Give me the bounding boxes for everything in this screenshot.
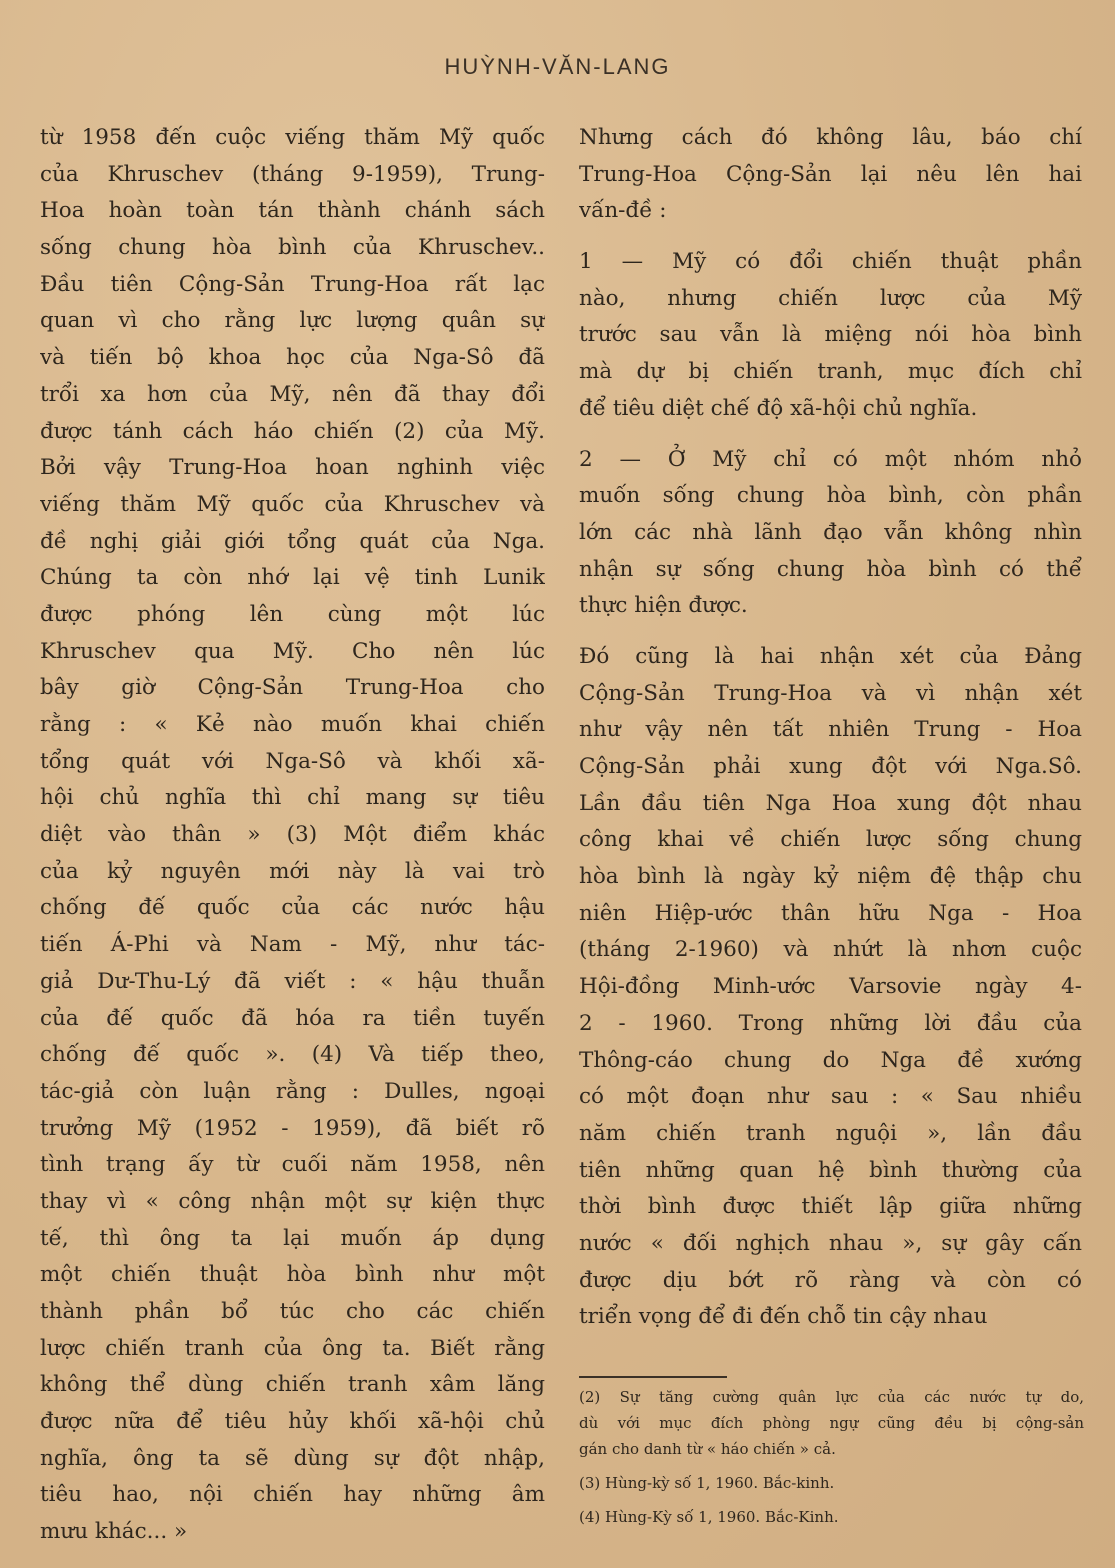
text-line: diệt vào thân » (3) Một điểm khác (40, 822, 545, 848)
text-line: tình trạng ấy từ cuối năm 1958, nên (40, 1152, 545, 1178)
text-line: Cộng-Sản Trung-Hoa và vì nhận xét (579, 680, 1082, 706)
left-column (40, 120, 545, 1551)
text-line: mà dự bị chiến tranh, mục đích chỉ (579, 359, 1082, 385)
text-line: thay vì « công nhận một sự kiện thực (40, 1188, 545, 1214)
text-line: đề nghị giải giới tổng quát của Nga. (40, 528, 545, 554)
text-line: hòa bình là ngày kỷ niệm đệ thập chu (579, 864, 1082, 890)
paragraph (579, 120, 1082, 230)
text-line: Lần đầu tiên Nga Hoa xung đột nhau (579, 790, 1082, 816)
text-line: thực hiện được. (579, 593, 748, 619)
text-line: tổng quát với Nga-Sô và khối xã- (40, 748, 545, 774)
text-line: trổi xa hơn của Mỹ, nên đã thay đổi (40, 381, 545, 407)
text-line: Đó cũng là hai nhận xét của Đảng (579, 643, 1082, 669)
text-line: từ 1958 đến cuộc viếng thăm Mỹ quốc (40, 125, 545, 150)
text-line: quan vì cho rằng lực lượng quân sự (40, 308, 545, 334)
text-line: tiến Á-Phi và Nam - Mỹ, như tác- (40, 932, 545, 958)
text-line: công khai về chiến lược sống chung (579, 827, 1082, 853)
text-line: Chúng ta còn nhớ lại vệ tinh Lunik (40, 565, 545, 591)
footnote-line: gán cho danh từ « háo chiến » cả. (579, 1440, 836, 1458)
text-line: để tiêu diệt chế độ xã-hội chủ nghĩa. (579, 395, 978, 421)
right-column (579, 120, 1082, 1336)
text-line: tiên những quan hệ bình thường của (579, 1157, 1082, 1183)
text-line: 1 — Mỹ có đổi chiến thuật phần (579, 249, 1082, 275)
footnote-line: (2) Sự tăng cường quân lực của các nước tự do, (579, 1388, 1084, 1406)
text-line: tác-giả còn luận rằng : Dulles, ngoại (40, 1078, 545, 1104)
text-line: Thông-cáo chung do Nga đề xướng (579, 1047, 1082, 1073)
text-line: lược chiến tranh của ông ta. Biết rằng (40, 1335, 545, 1361)
text-line: Trung-Hoa Cộng-Sản lại nêu lên hai (579, 161, 1082, 187)
footnote-divider (579, 1376, 727, 1378)
text-line: rằng : « Kẻ nào muốn khai chiến (40, 712, 545, 737)
text-line: được tánh cách háo chiến (2) của Mỹ. (40, 418, 545, 444)
footnotes (579, 1384, 1084, 1530)
text-line: Cộng-Sản phải xung đột với Nga.Sô. (579, 754, 1082, 779)
text-line: triển vọng để đi đến chỗ tin cậy nhau (579, 1304, 988, 1330)
text-line: sống chung hòa bình của Khruschev.. (40, 235, 545, 261)
text-line: thành phần bổ túc cho các chiến (40, 1299, 545, 1324)
text-line: vấn-đề : (579, 198, 667, 224)
text-line: niên Hiệp-ước thân hữu Nga - Hoa (579, 900, 1082, 926)
text-line: mưu khác... » (40, 1519, 188, 1545)
paragraph (579, 639, 1082, 1336)
text-line: nhận sự sống chung hòa bình có thể (579, 556, 1082, 582)
text-line: được phóng lên cùng một lúc (40, 601, 545, 627)
text-line: tế, thì ông ta lại muốn áp dụng (40, 1225, 545, 1251)
text-line: nước « đối nghịch nhau », sự gây cấn (579, 1230, 1082, 1256)
text-line: trưởng Mỹ (1952 - 1959), đã biết rõ (40, 1115, 545, 1141)
text-line: Hội-đồng Minh-ước Varsovie ngày 4- (579, 974, 1082, 1000)
text-line: chống đế quốc ». (4) Và tiếp theo, (40, 1042, 545, 1068)
text-line: nào, nhưng chiến lược của Mỹ (579, 285, 1082, 311)
footnote-line: (4) Hùng-Kỳ số 1, 1960. Bắc-Kinh. (579, 1508, 839, 1526)
text-line: Khruschev qua Mỹ. Cho nên lúc (40, 638, 545, 664)
paragraph (579, 442, 1082, 625)
text-line: 2 — Ở Mỹ chỉ có một nhóm nhỏ (579, 446, 1082, 472)
text-line: của kỷ nguyên mới này là vai trò (40, 858, 545, 884)
footnote-line: (3) Hùng-kỳ số 1, 1960. Bắc-kinh. (579, 1474, 835, 1492)
text-line: có một đoạn như sau : « Sau nhiều (579, 1084, 1082, 1110)
text-line: của đế quốc đã hóa ra tiền tuyến (40, 1005, 545, 1031)
text-line: muốn sống chung hòa bình, còn phần (579, 483, 1082, 509)
text-line: tiêu hao, nội chiến hay những âm (40, 1482, 545, 1508)
text-line: bây giờ Cộng-Sản Trung-Hoa cho (40, 675, 545, 701)
text-line: chống đế quốc của các nước hậu (40, 895, 545, 921)
text-line: hội chủ nghĩa thì chỉ mang sự tiêu (40, 785, 545, 811)
footnote (579, 1504, 1084, 1530)
text-line: thời bình được thiết lập giữa những (579, 1194, 1082, 1220)
footnote (579, 1384, 1084, 1462)
text-line: như vậy nên tất nhiên Trung - Hoa (579, 717, 1082, 743)
text-line: nghĩa, ông ta sẽ dùng sự đột nhập, (40, 1445, 545, 1471)
text-line: được nữa để tiêu hủy khối xã-hội chủ (40, 1409, 545, 1435)
text-line: và tiến bộ khoa học của Nga-Sô đã (40, 345, 545, 371)
text-line: của Khruschev (tháng 9-1959), Trung- (40, 161, 545, 187)
text-line: năm chiến tranh nguội », lần đầu (579, 1120, 1082, 1146)
running-header: HUỲNH-VĂN-LANG (444, 54, 671, 79)
text-line: trước sau vẫn là miệng nói hòa bình (579, 322, 1082, 348)
text-line: Nhưng cách đó không lâu, báo chí (579, 125, 1082, 150)
footnote-line: dù với mục đích phòng ngự cũng đều bị cộng-sản (579, 1414, 1084, 1432)
paragraph (579, 244, 1082, 427)
text-line: Bởi vậy Trung-Hoa hoan nghinh việc (40, 455, 545, 481)
text-line: viếng thăm Mỹ quốc của Khruschev và (40, 491, 545, 517)
text-line: Đầu tiên Cộng-Sản Trung-Hoa rất lạc (40, 271, 545, 297)
footnote (579, 1470, 1084, 1496)
text-line: được dịu bớt rõ ràng và còn có (579, 1267, 1082, 1293)
text-line: giả Dư-Thu-Lý đã viết : « hậu thuẫn (40, 968, 545, 994)
text-line: không thể dùng chiến tranh xâm lăng (40, 1372, 545, 1398)
text-line: Hoa hoàn toàn tán thành chánh sách (40, 198, 545, 224)
text-line: (tháng 2-1960) và nhứt là nhơn cuộc (579, 937, 1082, 963)
text-line: một chiến thuật hòa bình như một (40, 1262, 545, 1288)
text-line: lớn các nhà lãnh đạo vẫn không nhìn (579, 519, 1082, 545)
text-line: 2 - 1960. Trong những lời đầu của (579, 1010, 1082, 1036)
